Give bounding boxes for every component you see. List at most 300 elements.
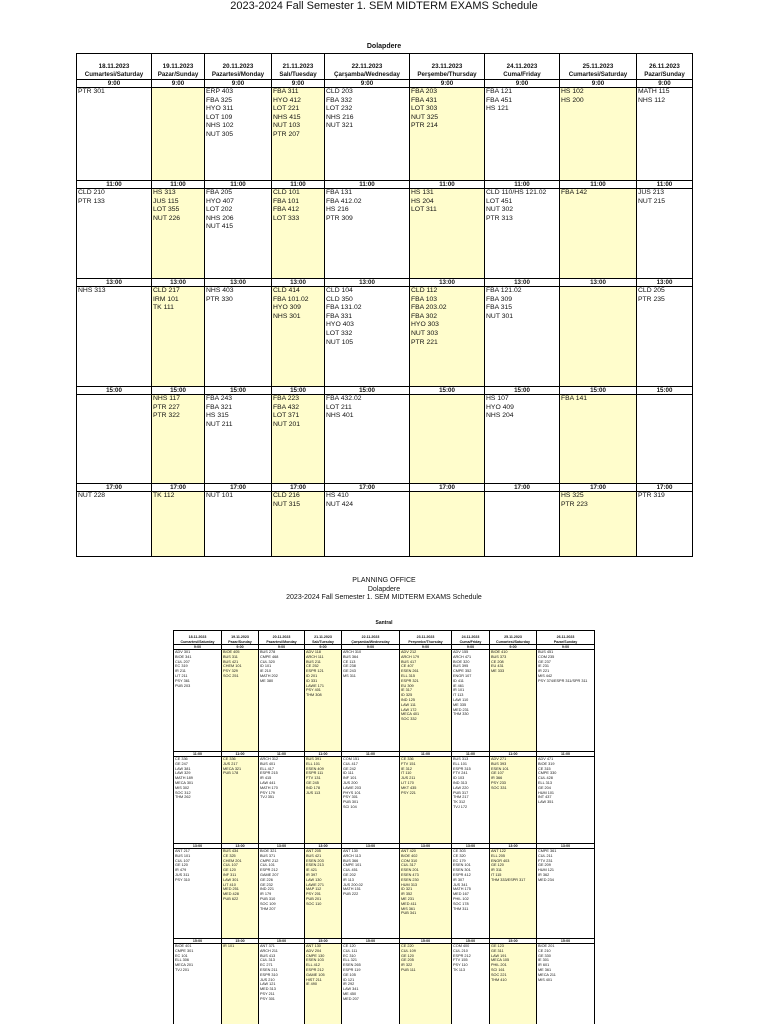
exam-code: CLD 205	[638, 287, 665, 294]
exam-cell	[560, 287, 637, 387]
exam-code: EC 310	[343, 953, 356, 958]
exam-code: FBA 451	[486, 96, 513, 104]
time-slot-label: 15:00	[325, 387, 410, 395]
exam-code: CLD 112	[411, 287, 438, 294]
exam-code: NHS 204	[486, 412, 514, 420]
exam-code: ELL 101	[306, 761, 321, 766]
day-header	[325, 54, 410, 80]
exam-code: IT 110	[401, 771, 412, 776]
exam-code: CLD 217	[153, 287, 180, 294]
schedule-table-santral	[173, 630, 595, 1024]
exam-code: THM 311	[453, 906, 469, 911]
exam-row	[174, 944, 595, 1024]
time-row	[77, 181, 693, 189]
exam-code: GE 243	[343, 669, 356, 674]
exam-cell	[259, 757, 305, 844]
exam-code: MED 251	[223, 887, 239, 892]
day-header	[259, 631, 305, 645]
exam-code: INF 311	[223, 872, 237, 877]
exam-code: HS 325	[561, 492, 584, 499]
exam-code: HS 107	[486, 395, 509, 402]
exam-cell	[305, 944, 342, 1024]
exam-code: LOT 303	[411, 105, 438, 113]
exam-code: ELL 101	[453, 761, 468, 766]
exam-row	[77, 287, 693, 387]
exam-code: HYO 403	[326, 321, 354, 329]
exam-code: CUL 317	[401, 863, 416, 868]
exam-code: CUL 111	[343, 948, 358, 953]
exam-code: BUS 421	[306, 853, 322, 858]
day-header	[452, 631, 490, 645]
exam-code: CMPE 101	[343, 863, 362, 868]
exam-code: IT 115	[491, 872, 502, 877]
exam-code: ERP 403	[206, 88, 234, 95]
time-slot-label: 9:00	[305, 645, 342, 650]
exam-code: ELL 417	[260, 766, 275, 771]
exam-code: GAME 105	[306, 972, 325, 977]
exam-code: BUS 278	[260, 650, 276, 654]
time-slot-label: 11:00	[342, 752, 400, 757]
exam-code: CHEM 201	[223, 858, 242, 863]
exam-code: NUT 301	[486, 312, 514, 320]
day-name: Salı/Tuesday	[312, 639, 334, 644]
exam-code: IR 397	[306, 872, 318, 877]
time-slot-label: 15:00	[410, 387, 485, 395]
exam-code: BUS 391	[306, 757, 322, 761]
exam-code: LAW 111	[401, 702, 416, 707]
schedule-table-dolapdere	[76, 53, 693, 557]
exam-code: LOT 211	[326, 403, 352, 411]
exam-code: GE 242	[343, 766, 356, 771]
exam-code: IE 301	[538, 958, 549, 963]
exam-code: THM 207	[260, 906, 276, 911]
exam-code: PUB 222	[343, 892, 359, 897]
exam-cell	[205, 189, 272, 279]
exam-code: LAW 110	[453, 697, 469, 702]
exam-cell	[485, 395, 560, 484]
exam-code: CE 113	[343, 659, 356, 664]
exam-code: IND 125	[401, 697, 415, 702]
exam-code: ESEN 230	[401, 877, 419, 882]
exam-code: PSY 301	[343, 795, 358, 800]
exam-code: CE 252	[306, 664, 319, 669]
exam-code: IR 101	[223, 944, 235, 948]
exam-code: IT 113	[453, 693, 464, 698]
time-slot-label: 13:00	[400, 844, 452, 849]
exam-code: LAW 441	[260, 780, 276, 785]
exam-row	[174, 849, 595, 939]
exam-code: IR 322	[401, 963, 413, 968]
time-slot-label: 17:00	[152, 484, 205, 492]
exam-code: ESEN 101	[491, 766, 509, 771]
exam-code: ADV 212	[401, 650, 417, 654]
exam-code: ADV 118	[306, 650, 321, 654]
time-slot-label: 13:00	[342, 844, 400, 849]
day-name: Pazar/Sunday	[644, 71, 685, 78]
exam-code: GE 209	[538, 863, 551, 868]
day-name: Pazar/Sunday	[553, 639, 578, 644]
exam-code: PTR 223	[561, 500, 588, 508]
exam-row	[174, 757, 595, 844]
exam-code: FBA 331	[326, 312, 353, 320]
exam-code: IE 421	[306, 868, 317, 873]
exam-code: HS 204	[411, 197, 434, 205]
exam-code: GE 123	[491, 944, 504, 948]
exam-code: IE 317	[401, 688, 412, 693]
exam-code: ME 335	[453, 702, 467, 707]
exam-code: GE 204	[538, 785, 551, 790]
exam-code: PUB 310	[260, 896, 276, 901]
exam-code: PSY 233	[491, 780, 506, 785]
exam-code: BUS 373	[491, 654, 507, 659]
exam-cell	[222, 849, 259, 939]
exam-cell	[452, 849, 490, 939]
day-header	[342, 631, 400, 645]
exam-code: MATH 202	[260, 673, 278, 678]
exam-code: MECA 105	[491, 958, 510, 963]
exam-code: IR 311	[491, 868, 502, 873]
exam-code: ANT 371	[260, 944, 275, 948]
exam-code: MECA 401	[401, 712, 420, 717]
exam-code: GE 202	[343, 872, 356, 877]
exam-code: SOC 221	[491, 972, 507, 977]
footer	[0, 577, 768, 603]
exam-code: HS 216	[326, 206, 349, 214]
time-slot-label: 13:00	[410, 279, 485, 287]
exam-cell	[485, 189, 560, 279]
time-slot-label: 15:00	[490, 939, 537, 944]
exam-code: TK 111	[153, 304, 174, 312]
exam-code: GE 120	[175, 863, 188, 868]
exam-code: BUS 451	[538, 650, 554, 654]
exam-code: LAW 121	[260, 982, 276, 987]
exam-code: ARCH 113	[343, 853, 361, 858]
exam-cell	[560, 88, 637, 181]
day-name: Çarşamba/Wednesday	[351, 639, 390, 644]
exam-code: CMPE 301	[175, 948, 194, 953]
time-slot-label: 13:00	[205, 279, 272, 287]
exam-cell	[537, 650, 595, 752]
exam-code: EC 271	[260, 963, 273, 968]
exam-code: PHIL 102	[453, 896, 469, 901]
exam-code: FBA 311	[273, 88, 299, 95]
exam-code: LIT 211	[175, 673, 188, 678]
exam-code: BUS 311	[223, 654, 238, 659]
time-slot-label: 9:00	[342, 645, 400, 650]
exam-code: ME 361	[538, 967, 552, 972]
exam-cell	[174, 849, 222, 939]
day-date: 20.11.2023	[222, 63, 254, 70]
exam-code: NHS 206	[206, 214, 234, 222]
day-name: Cumartesi/Saturday	[180, 639, 215, 644]
exam-cell	[259, 849, 305, 939]
day-date: 18.11.2023	[188, 635, 207, 639]
time-slot-label: 9:00	[205, 80, 272, 88]
exam-code: NUT 415	[206, 223, 234, 231]
time-slot-label: 15:00	[342, 939, 400, 944]
exam-cell	[452, 757, 490, 844]
exam-cell	[637, 189, 693, 279]
exam-code: IND 221	[260, 887, 274, 892]
exam-code: SOC 251	[223, 673, 239, 678]
exam-code: CLD 216	[273, 492, 300, 499]
time-slot-label: 17:00	[272, 484, 325, 492]
exam-cell	[485, 287, 560, 387]
exam-code: FBA 432	[273, 403, 300, 411]
exam-code: CUL 210	[453, 948, 468, 953]
day-name: Cuma/Friday	[459, 639, 482, 644]
exam-code: CE 336	[223, 757, 236, 761]
exam-code: NHS 102	[206, 122, 234, 130]
time-slot-label: 9:00	[174, 645, 222, 650]
exam-code: EC 319	[175, 664, 188, 669]
exam-cell	[410, 492, 485, 557]
exam-cell	[325, 492, 410, 557]
footer-campus: Dolapdere	[367, 585, 401, 593]
exam-code: EC 101	[175, 953, 188, 958]
exam-code: MIS 302	[175, 785, 190, 790]
exam-code: ID 201	[306, 673, 318, 678]
exam-cell	[637, 88, 693, 181]
exam-code: EC 179	[453, 858, 466, 863]
time-slot-label: 13:00	[325, 279, 410, 287]
exam-code: IND 313	[453, 780, 467, 785]
exam-code: PSY 361	[175, 678, 190, 683]
exam-code: TVJ 201	[175, 967, 190, 972]
exam-code: NHS 216	[326, 113, 354, 121]
campus-title-dolapdere: Dolapdere	[366, 43, 402, 50]
exam-code: THM 410	[491, 977, 507, 982]
exam-code: ANT 122	[491, 849, 506, 853]
exam-code: ESEN 101	[453, 863, 471, 868]
exam-code: BUS 434	[223, 849, 239, 853]
exam-code: SOC 332	[401, 717, 417, 722]
exam-code: IR 113	[343, 877, 354, 882]
exam-code: MKT 435	[401, 785, 417, 790]
exam-cell	[537, 944, 595, 1024]
exam-code: ESPR 315	[453, 766, 471, 771]
exam-code: BUS 371	[260, 853, 276, 858]
exam-cell	[152, 189, 205, 279]
exam-code: LOT 333	[273, 214, 300, 222]
exam-cell	[174, 650, 222, 752]
exam-cell	[342, 757, 400, 844]
exam-code: ENGR 107	[453, 673, 472, 678]
exam-code: LOT 232	[326, 105, 353, 113]
exam-code: ARCH 312	[260, 757, 279, 761]
exam-code: PTR 313	[486, 214, 513, 222]
exam-code: ESEN 261	[401, 669, 419, 674]
exam-code: SOC 110	[306, 901, 322, 906]
day-date: 26.11.2023	[556, 635, 575, 639]
time-row	[77, 484, 693, 492]
time-slot-label: 15:00	[222, 939, 259, 944]
exam-code: HS 410	[326, 492, 349, 499]
exam-code: CMPE 130	[306, 953, 325, 958]
exam-code: GE 226	[260, 877, 273, 882]
exam-row	[77, 395, 693, 484]
time-slot-label: 17:00	[410, 484, 485, 492]
exam-cell	[325, 287, 410, 387]
time-slot-label: 13:00	[259, 844, 305, 849]
exam-code: LAW 172	[401, 707, 417, 712]
exam-code: ADV 301	[175, 650, 191, 654]
time-slot-label: 15:00	[400, 939, 452, 944]
exam-code: EU 431	[491, 664, 504, 669]
exam-code: CE 336	[401, 757, 414, 761]
exam-code: GE 330	[538, 953, 551, 958]
exam-code: MATH 189	[175, 776, 193, 781]
exam-code: PUB 201	[306, 896, 322, 901]
exam-code: THM 262	[175, 795, 191, 800]
exam-code: PTR 207	[273, 130, 300, 138]
exam-code: ESEN 201	[401, 868, 419, 873]
exam-code: ID 121	[343, 977, 355, 982]
exam-code: HS 121	[486, 105, 509, 113]
day-date: 25.11.2023	[504, 635, 522, 639]
day-header	[485, 54, 560, 80]
time-row	[77, 80, 693, 88]
exam-code: MED 231	[453, 707, 469, 712]
exam-code: NHS 117	[153, 395, 181, 402]
time-slot-label: 11:00	[152, 181, 205, 189]
time-slot-label: 15:00	[77, 387, 152, 395]
exam-code: LAW 381	[175, 766, 191, 771]
day-date: 22.11.2023	[351, 63, 383, 70]
exam-cell	[325, 88, 410, 181]
exam-code: IE 231	[538, 664, 549, 669]
exam-code: HS 102	[561, 88, 584, 95]
exam-code: COM 310	[401, 858, 418, 863]
exam-code: COM 151	[343, 757, 360, 761]
exam-code: IRM 101	[153, 295, 179, 303]
exam-cell	[400, 757, 452, 844]
exam-code: PHIL 201	[491, 963, 507, 968]
exam-code: ESPR 310	[260, 972, 278, 977]
exam-code: ESPR 121	[306, 669, 324, 674]
day-name: Cumartesi/Saturday	[496, 639, 530, 644]
day-date: 22.11.2023	[361, 635, 380, 639]
exam-code: IR 179	[260, 892, 272, 897]
exam-code: THM 333/ESPR 317	[491, 877, 526, 882]
exam-code: INF 101	[343, 776, 357, 781]
exam-code: MECA 321	[223, 766, 242, 771]
exam-code: ESPR 119	[343, 967, 361, 972]
exam-cell	[342, 650, 400, 752]
time-slot-label: 11:00	[305, 752, 342, 757]
exam-cell	[259, 650, 305, 752]
time-slot-label: 9:00	[325, 80, 410, 88]
exam-code: ELL 205	[491, 853, 506, 858]
exam-row	[174, 650, 595, 752]
exam-cell	[222, 944, 259, 1024]
time-slot-label: 13:00	[174, 844, 222, 849]
exam-cell	[400, 650, 452, 752]
header-row	[174, 631, 595, 645]
time-slot-label: 9:00	[490, 645, 537, 650]
exam-code: BUS 395	[453, 664, 469, 669]
exam-code: MED 207	[343, 996, 359, 1001]
exam-code: FTV 241	[453, 771, 468, 776]
exam-code: LAWE 203	[343, 785, 362, 790]
exam-code: ANT 420	[401, 849, 416, 853]
exam-code: BUS 364	[343, 654, 359, 659]
exam-code: ESPR 212	[260, 868, 278, 873]
exam-cell	[205, 88, 272, 181]
exam-cell	[272, 492, 325, 557]
day-header	[205, 54, 272, 80]
exam-code: FTV 155	[453, 958, 468, 963]
exam-code: ARCH 211	[260, 948, 278, 953]
exam-code: JUS 115	[153, 197, 179, 205]
exam-code: ID 325	[401, 693, 413, 698]
exam-code: ME 231	[401, 896, 415, 901]
exam-code: IR 307	[453, 877, 465, 882]
exam-code: BUS 421	[223, 659, 239, 664]
exam-code: FBA 412	[273, 206, 300, 214]
exam-code: FBA 315	[486, 304, 513, 312]
exam-code: ESPR 212	[453, 953, 471, 958]
exam-cell	[637, 492, 693, 557]
exam-code: THM 217	[453, 795, 469, 800]
time-slot-label: 15:00	[637, 387, 693, 395]
header-row	[77, 54, 693, 80]
time-slot-label: 13:00	[452, 844, 490, 849]
time-slot-label: 11:00	[272, 181, 325, 189]
exam-code: FBA 103	[411, 295, 438, 303]
time-slot-label: 13:00	[272, 279, 325, 287]
exam-code: TK 312	[453, 800, 466, 805]
exam-code: MATH 151	[343, 887, 361, 892]
exam-cell	[410, 287, 485, 387]
exam-code: MED 167	[453, 892, 469, 897]
exam-code: MIS 442	[538, 673, 553, 678]
exam-code: PSY 221	[401, 790, 416, 795]
exam-code: LIT 170	[401, 780, 414, 785]
exam-cell	[174, 944, 222, 1024]
exam-cell	[272, 88, 325, 181]
exam-code: LAW 301	[223, 877, 239, 882]
exam-code: CLD 203	[326, 88, 353, 95]
exam-code: PUB 341	[401, 911, 417, 916]
exam-code: INT 437	[538, 795, 552, 800]
exam-code: PTR 301	[78, 88, 105, 95]
exam-code: ARCH 310	[343, 650, 362, 654]
exam-code: CE 320	[453, 853, 466, 858]
time-slot-label: 9:00	[400, 645, 452, 650]
exam-cell	[205, 287, 272, 387]
time-slot-label: 13:00	[537, 844, 595, 849]
time-slot-label: 11:00	[485, 181, 560, 189]
time-slot-label: 13:00	[77, 279, 152, 287]
day-header	[410, 54, 485, 80]
time-slot-label: 9:00	[637, 80, 693, 88]
exam-code: IR 211	[175, 669, 186, 674]
day-date: 21.11.2023	[314, 635, 332, 639]
exam-code: LAW 351	[538, 800, 554, 805]
day-name: Salı/Tuesday	[279, 71, 317, 78]
exam-code: CE 325	[223, 853, 236, 858]
exam-code: PSY 401	[306, 688, 321, 693]
exam-code: PSY 374/ESPR 311/SPR 311	[538, 678, 588, 683]
day-header	[77, 54, 152, 80]
exam-code: GE 120	[223, 868, 236, 873]
exam-code: NHS 301	[273, 312, 301, 320]
time-slot-label: 11:00	[174, 752, 222, 757]
exam-code: PTR 227	[153, 403, 180, 411]
exam-cell	[325, 395, 410, 484]
exam-row	[77, 189, 693, 279]
